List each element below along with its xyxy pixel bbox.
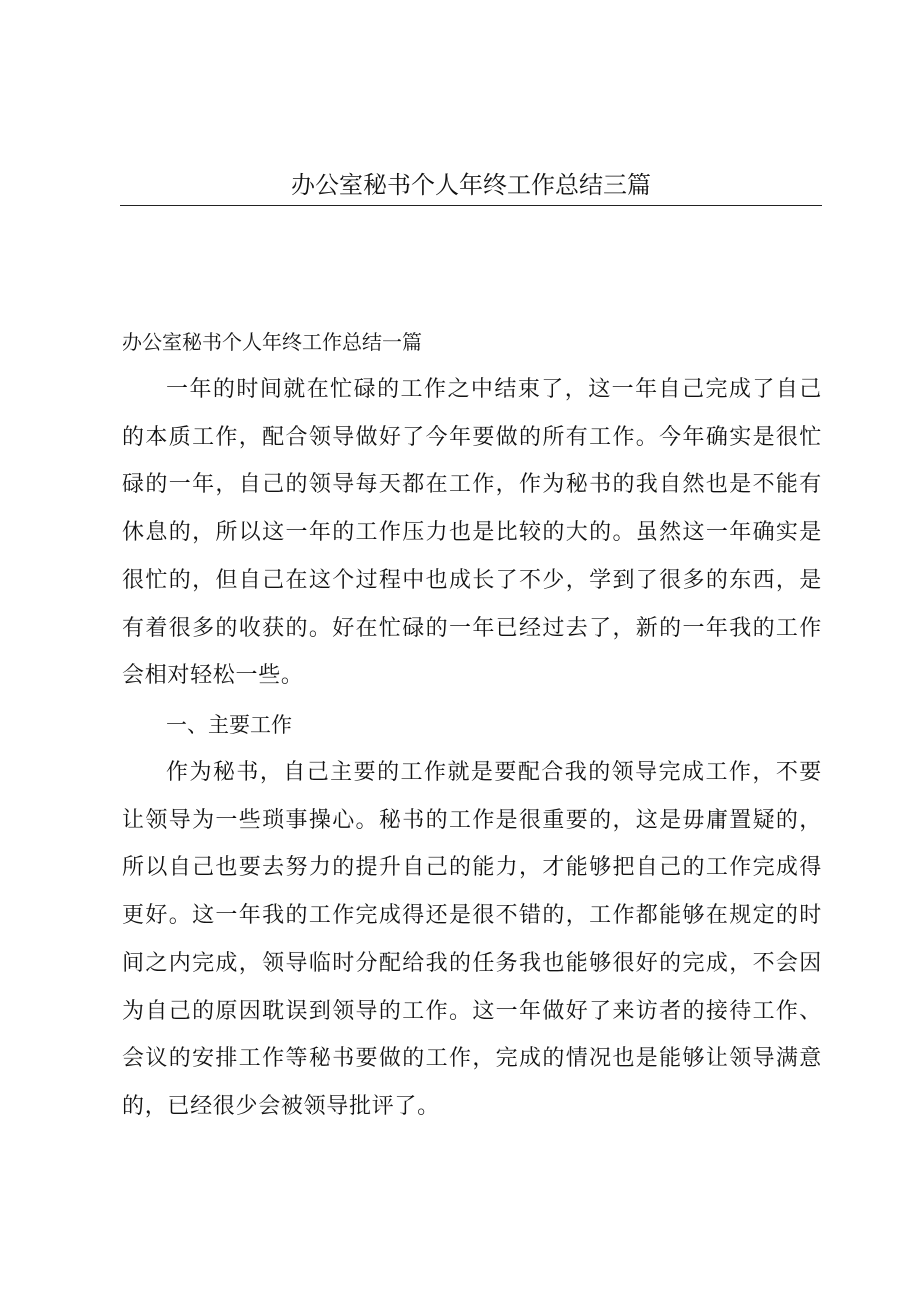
subheading-main-work: 一、主要工作 — [166, 713, 292, 737]
title-underline-rule — [120, 205, 822, 206]
section-heading: 办公室秘书个人年终工作总结一篇 — [122, 330, 422, 354]
paragraph-intro: 一年的时间就在忙碌的工作之中结束了，这一年自己完成了自己的本质工作，配合领导做好了今年要做的所有工作。今年确实是很忙碌的一年，自己的领导每天都在工作，作为秘书的我自然也是不能有休息的，所以这一年的工作压力也是比较的大的。虽然这一年确实是很忙的，但自己在这个过程中也成长了不少，学到了很多的东西，是有着很多的收获的。好在忙碌的一年已经过去了，新的一年我的工作会相对轻松一些。 — [122, 377, 822, 689]
document-title: 办公室秘书个人年终工作总结三篇 — [291, 171, 651, 199]
paragraph-main-work: 作为秘书，自己主要的工作就是要配合我的领导完成工作，不要让领导为一些琐事操心。秘书的工作是很重要的，这是毋庸置疑的，所以自己也要去努力的提升自己的能力，才能够把自己的工作完成得更好。这一年我的工作完成得还是很不错的，工作都能够在规定的时间之内完成，领导临时分配给我的任务我也能够很好的完成，不会因为自己的原因耽误到领导的工作。这一年做好了来访者的接待工作、会议的安排工作等秘书要做的工作，完成的情况也是能够让领导满意的，已经很少会被领导批评了。 — [122, 760, 822, 1119]
